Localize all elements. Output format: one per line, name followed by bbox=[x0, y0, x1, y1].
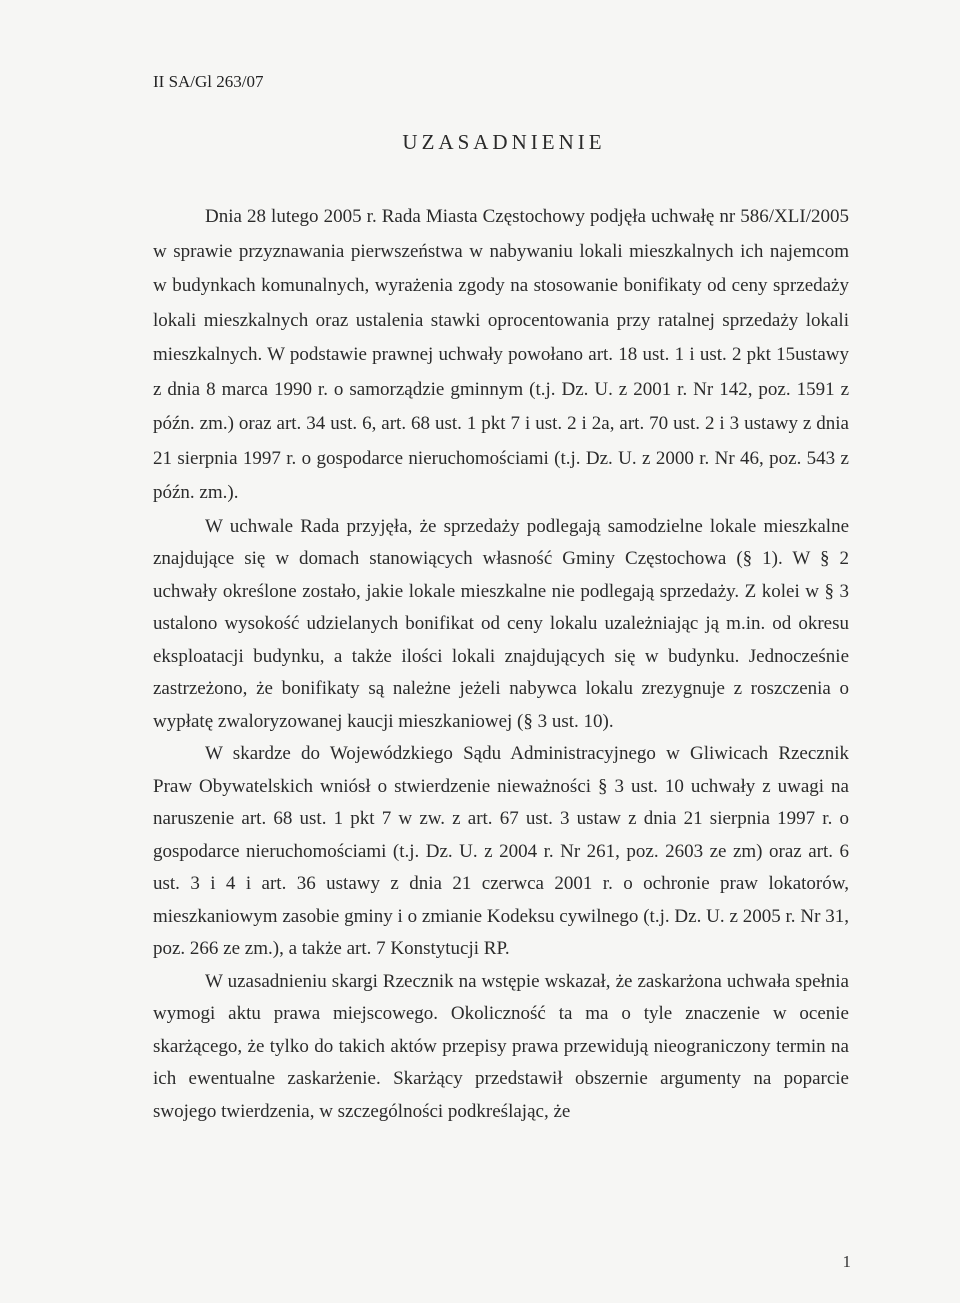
paragraph-4: W uzasadnieniu skargi Rzecznik na wstępie wskazał, że zaskarżona uchwała spełnia wymogi aktu prawa miejscowego. Okoliczność ta ma o tyle znaczenie w ocenie skarżącego, że tylko do takich aktów przepisy prawa przewidują nieograniczony termin na ich ewentualne zaskarżenie. Skarżący przedstawił obszernie argumenty na poparcie swojego twierdzenia, w szczególności podkreślając, że bbox=[153, 970, 849, 1122]
document-body bbox=[153, 200, 849, 1128]
page-number: 1 bbox=[842, 1252, 851, 1271]
case-number: II SA/Gl 263/07 bbox=[153, 72, 264, 91]
paragraph-2: W uchwale Rada przyjęła, że sprzedaży podlegają samodzielne lokale mieszkalne znajdujące się w domach stanowiących własność Gminy Częstochowa (§ 1). W § 2 uchwały określone zostało, jakie lokale mieszkalne nie podlegają sprzedaży. Z kolei w § 3 ustalono wysokość udzielanych bonifikat od ceny lokalu uzależniając ją m.in. od okresu eksploatacji budynku, a także ilości lokali znajdujących się w budynku. Jednocześnie zastrzeżono, że bonifikaty są należne jeżeli nabywca lokalu zrezygnuje z roszczenia o wypłatę zwaloryzowanej kaucji mieszkaniowej (§ 3 ust. 10). bbox=[153, 515, 849, 732]
paragraph-1: Dnia 28 lutego 2005 r. Rada Miasta Częstochowy podjęła uchwałę nr 586/XLI/2005 w sprawie przyznawania pierwszeństwa w nabywaniu lokali mieszkalnych ich najemcom w budynkach komunalnych, wyrażenia zgody na stosowanie bonifikaty od ceny sprzedaży lokali mieszkalnych oraz ustalenia stawki oprocentowania przy ratalnej sprzedaży lokali mieszkalnych. W podstawie prawnej uchwały powołano art. 18 ust. 1 i ust. 2 pkt 15ustawy z dnia 8 marca 1990 r. o samorządzie gminnym (t.j. Dz. U. z 2001 r. Nr 142, poz. 1591 z późn. zm.) oraz art. 34 ust. 6, art. 68 ust. 1 pkt 7 i ust. 2 i 2a, art. 70 ust. 2 i 3 ustawy z dnia 21 sierpnia 1997 r. o gospodarce nieruchomościami (t.j. Dz. U. z 2000 r. Nr 46, poz. 543 z późn. zm.). bbox=[153, 206, 849, 503]
document-title: UZASADNIENIE bbox=[402, 130, 606, 154]
paragraph-3: W skardze do Wojewódzkiego Sądu Administracyjnego w Gliwicach Rzecznik Praw Obywatelskich wniósł o stwierdzenie nieważności § 3 ust. 10 uchwały z uwagi na naruszenie art. 68 ust. 1 pkt 7 w zw. z art. 67 ust. 3 ustaw z dnia 21 sierpnia 1997 r. o gospodarce nieruchomościami (t.j. Dz. U. z 2004 r. Nr 261, poz. 2603 ze zm) oraz art. 6 ust. 3 i 4 i art. 36 ustawy z dnia 21 czerwca 2001 r. o ochronie praw lokatorów, mieszkaniowym zasobie gminy i o zmianie Kodeksu cywilnego (t.j. Dz. U. z 2005 r. Nr 31, poz. 266 ze zm.), a także art. 7 Konstytucji RP. bbox=[153, 743, 849, 959]
